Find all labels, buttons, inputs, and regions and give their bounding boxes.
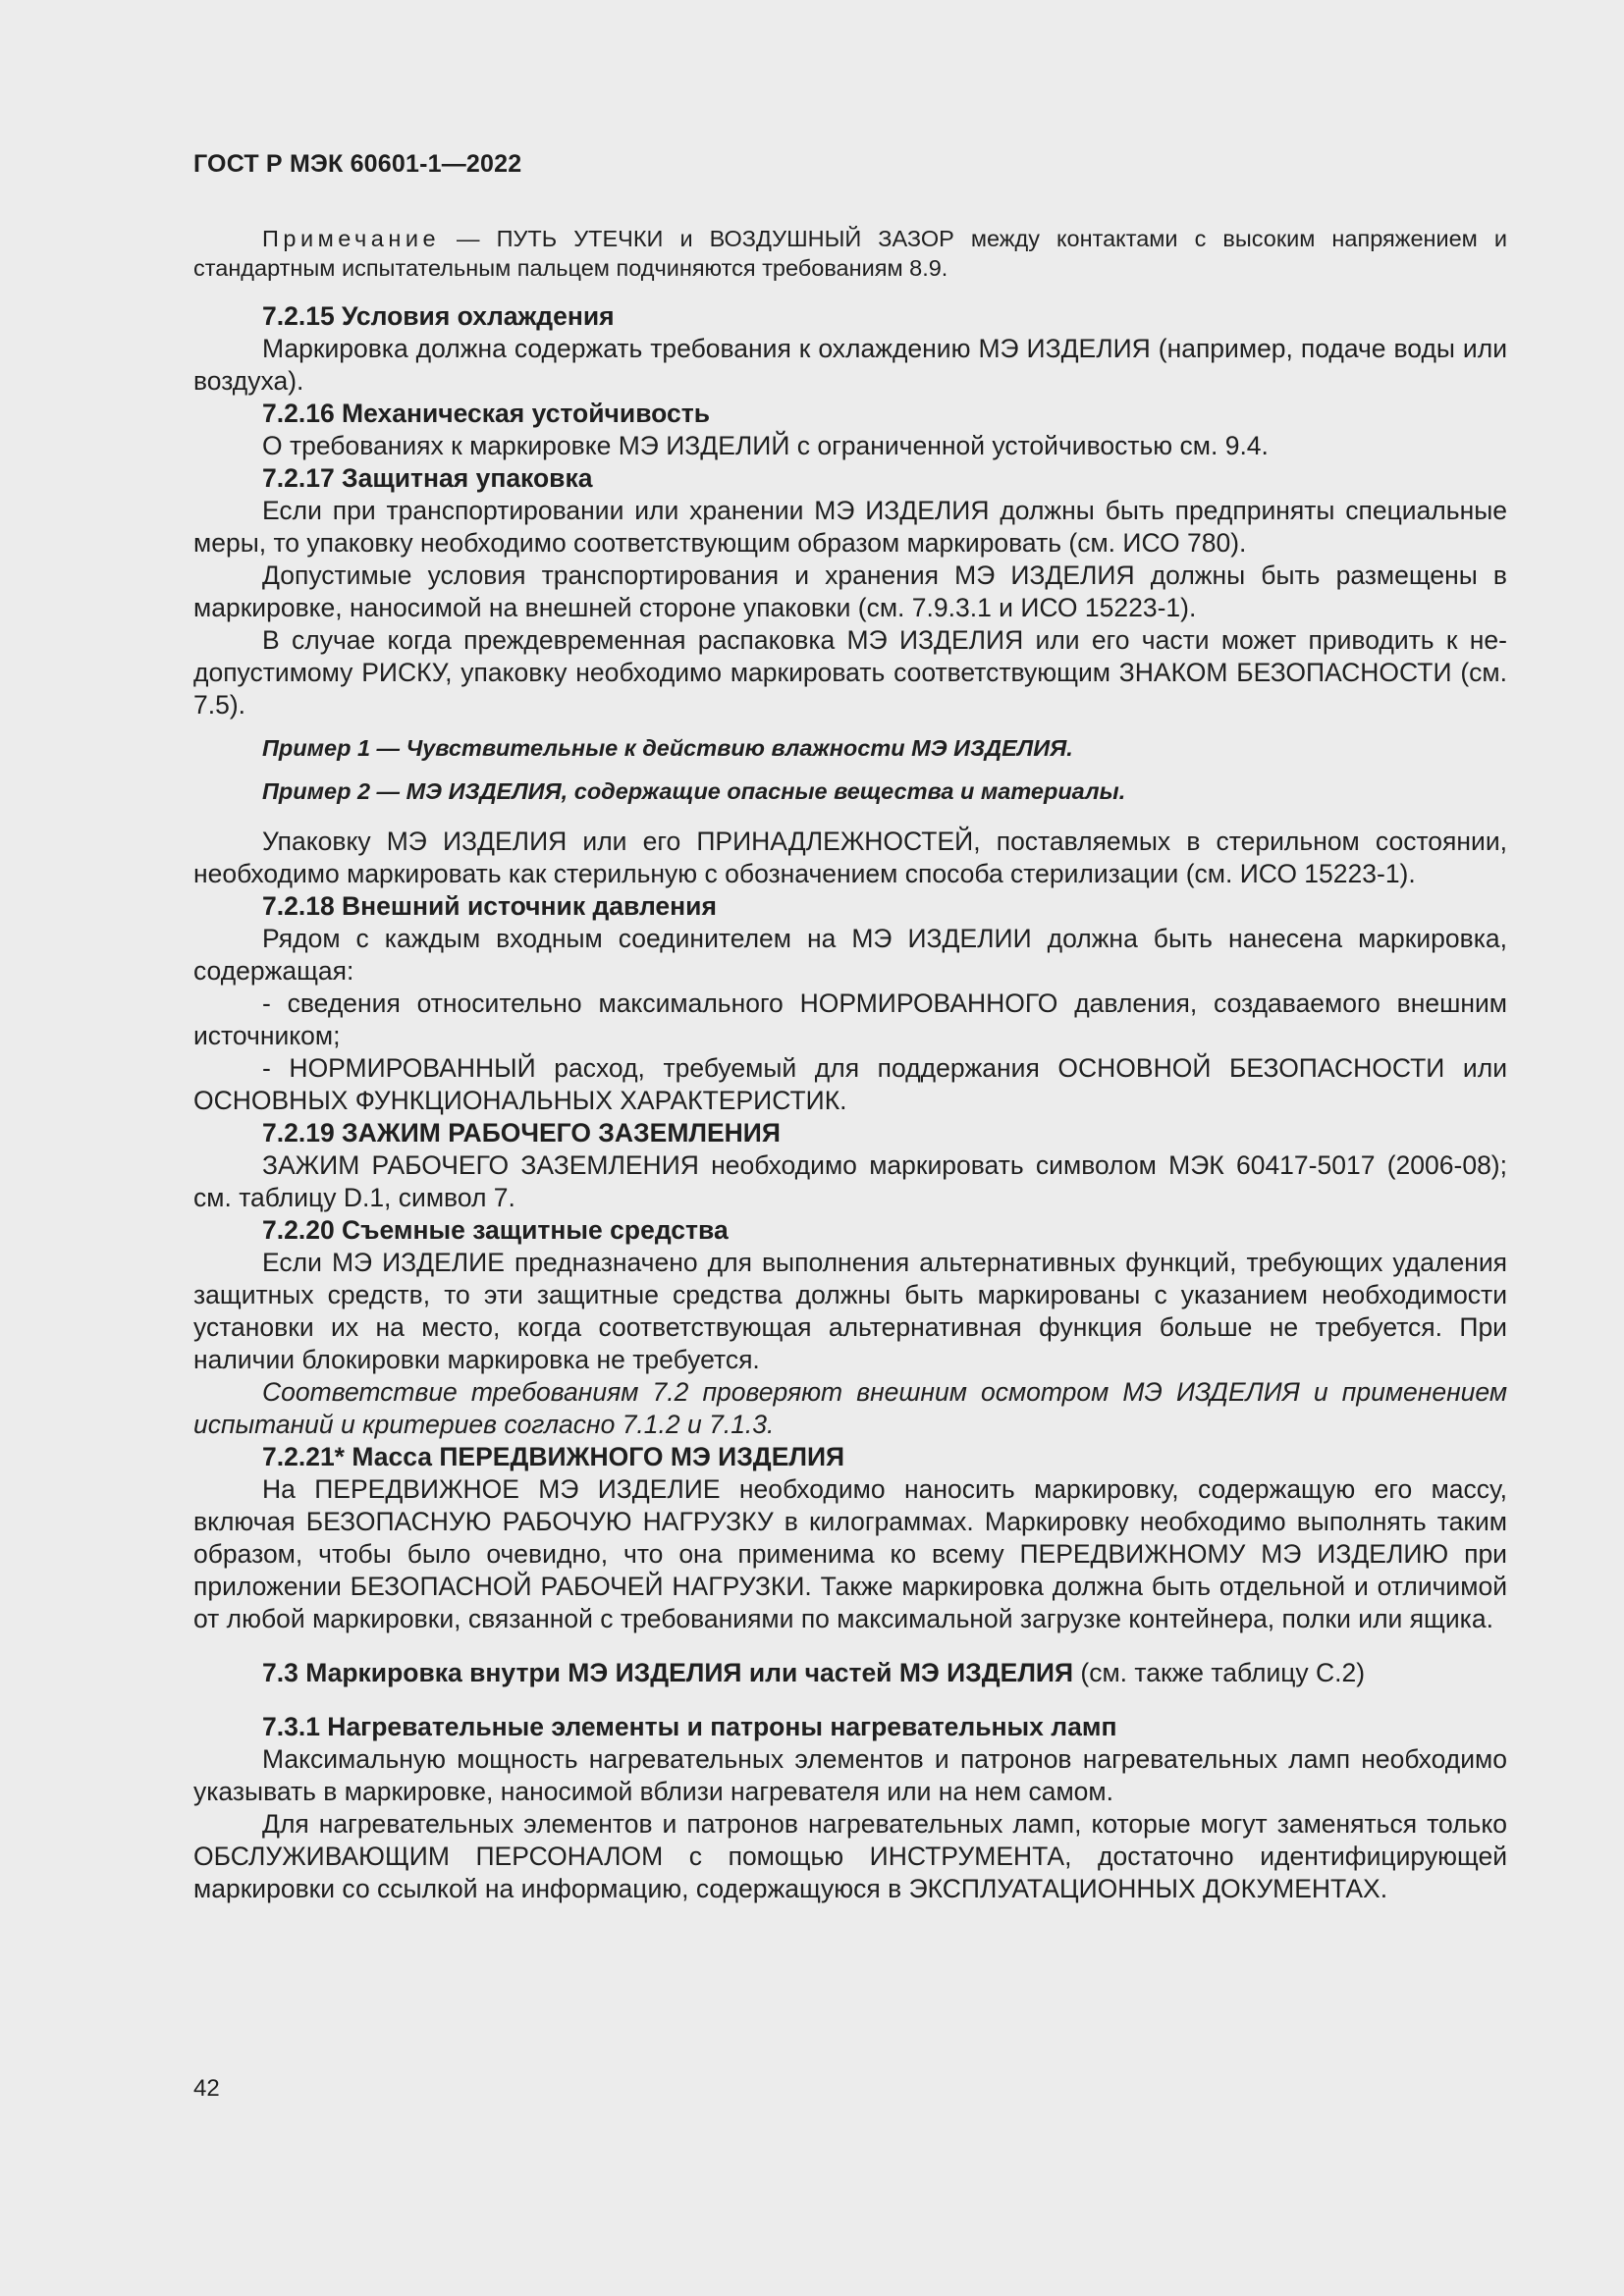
list-item: - НОРМИРОВАННЫЙ расход, требуемый для поддержания ОСНОВНОЙ БЕЗОПАСНОСТИ или ОСНОВНЫХ ФУНКЦИОНАЛЬНЫХ ХАРАКТЕРИСТИК. [193, 1053, 1507, 1115]
document-header: ГОСТ Р МЭК 60601-1—2022 [193, 150, 522, 178]
paragraph: Если МЭ ИЗДЕЛИЕ предназначено для выполнения альтернативных функций, требующих удаления защитных средств, то эти защитные средства должны быть маркированы с указанием необходимости установки их на место, когда соответствующая альтернативная функция больше не требуется. При наличии блокировки маркировка не требуется. [193, 1248, 1507, 1374]
heading-7-3-title: 7.3 Маркировка внутри МЭ ИЗДЕЛИЯ или частей МЭ ИЗДЕЛИЯ [262, 1658, 1074, 1687]
page-number: 42 [193, 2075, 220, 2102]
note-paragraph [193, 224, 1507, 283]
paragraph: Упаковку МЭ ИЗДЕЛИЯ или его ПРИНАДЛЕЖНОСТЕЙ, поставляемых в стерильном состоянии, необходимо маркировать как стерильную с обозначением способа стерилизации (см. ИСО 15223-1). [193, 827, 1507, 888]
heading-7-2-19: 7.2.19 ЗАЖИМ РАБОЧЕГО ЗАЗЕМЛЕНИЯ [262, 1118, 781, 1148]
heading-7-2-15: 7.2.15 Условия охлаждения [262, 301, 615, 331]
paragraph: ЗАЖИМ РАБОЧЕГО ЗАЗЕМЛЕНИЯ необходимо маркировать символом МЭК 60417-5017 (2006-08); см. таблицу D.1, символ 7. [193, 1150, 1507, 1212]
heading-7-3-suffix: (см. также таблицу С.2) [1073, 1658, 1366, 1687]
example-1: Пример 1 — Чувствительные к действию влажности МЭ ИЗДЕЛИЯ. [262, 735, 1073, 761]
heading-7-2-16: 7.2.16 Механическая устойчивость [262, 399, 710, 428]
heading-7-3 [193, 1657, 1507, 1689]
paragraph: Маркировка должна содержать требования к охлаждению МЭ ИЗДЕЛИЯ (например, подаче воды или воздуха). [193, 334, 1507, 396]
paragraph: На ПЕРЕДВИЖНОЕ МЭ ИЗДЕЛИЕ необходимо наносить маркировку, содержащую его массу, включая БЕЗОПАСНУЮ РАБОЧУЮ НАГРУЗКУ в килограммах. Маркировку необходимо выполнять таким образом, чтобы было очевидно, что она применима ко всему ПЕРЕДВИЖНОМУ МЭ ИЗДЕЛИЮ при приложении БЕЗОПАСНОЙ РАБОЧЕЙ НАГРУЗКИ. Также маркировка должна быть отдельной и отличимой от любой маркировки, связанной с требованиями по максимальной загрузке контейнера, полки или ящика. [193, 1474, 1507, 1633]
note-text: — ПУТЬ УТЕЧКИ и ВОЗДУШНЫЙ ЗАЗОР между контактами с высоким напряжением и стандартным испытательным пальцем подчиняются требованиям 8.9. [193, 226, 1507, 281]
paragraph: Для нагревательных элементов и патронов нагревательных ламп, которые могут заменяться только ОБСЛУЖИВАЮЩИМ ПЕРСОНАЛОМ с помощью ИНСТРУМЕНТА, достаточно идентифицирующей маркировки со ссылкой на информацию, содержащуюся в ЭКСПЛУАТАЦИОННЫХ ДОКУМЕНТАХ. [193, 1809, 1507, 1903]
note-label: Примечание [262, 226, 441, 251]
heading-7-2-20: 7.2.20 Съемные защитные средства [262, 1215, 729, 1245]
heading-7-2-18: 7.2.18 Внешний источник давления [262, 891, 717, 921]
paragraph: Рядом с каждым входным соединителем на МЭ ИЗДЕЛИИ должна быть нанесена маркировка, содержащая: [193, 924, 1507, 986]
paragraph: В случае когда преждевременная распаковка МЭ ИЗДЕЛИЯ или его части может приводить к недопустимому РИСКУ, упаковку необходимо маркировать соответствующим ЗНАКОМ БЕЗОПАСНОСТИ (см. 7.5). [193, 625, 1507, 720]
heading-7-2-21: 7.2.21* Масса ПЕРЕДВИЖНОГО МЭ ИЗДЕЛИЯ [262, 1442, 845, 1471]
paragraph: Если при транспортировании или хранении МЭ ИЗДЕЛИЯ должны быть предприняты специальные меры, то упаковку необходимо соответствующим образом маркировать (см. ИСО 780). [193, 496, 1507, 558]
example-2: Пример 2 — МЭ ИЗДЕЛИЯ, содержащие опасные вещества и материалы. [262, 778, 1126, 804]
document-body [193, 224, 1507, 1905]
compliance-statement: Соответствие требованиям 7.2 проверяют внешним осмотром МЭ ИЗДЕЛИЯ и применением испытаний и критериев согласно 7.1.2 и 7.1.3. [193, 1377, 1507, 1439]
paragraph: О требованиях к маркировке МЭ ИЗДЕЛИЙ с ограниченной устойчивостью см. 9.4. [262, 431, 1269, 460]
heading-7-3-1: 7.3.1 Нагревательные элементы и патроны нагревательных ламп [262, 1712, 1117, 1741]
list-item: - сведения относительно максимального НОРМИРОВАННОГО давления, создаваемого внешним источником; [193, 988, 1507, 1050]
paragraph: Максимальную мощность нагревательных элементов и патронов нагревательных ламп необходимо указывать в маркировке, наносимой вблизи нагревателя или на нем самом. [193, 1744, 1507, 1806]
paragraph: Допустимые условия транспортирования и хранения МЭ ИЗДЕЛИЯ должны быть размещены в маркировке, наносимой на внешней стороне упаковки (см. 7.9.3.1 и ИСО 15223-1). [193, 561, 1507, 622]
heading-7-2-17: 7.2.17 Защитная упаковка [262, 463, 593, 493]
